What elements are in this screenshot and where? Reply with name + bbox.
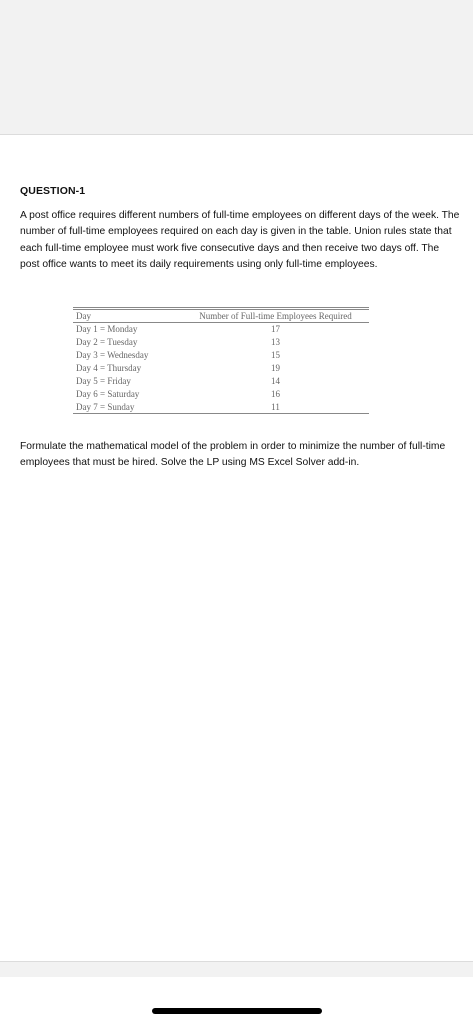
row-day: Day 4 = Thursday — [76, 363, 142, 374]
table-row — [73, 349, 369, 362]
bottom-gray-band — [0, 961, 473, 1025]
row-required: 17 — [271, 324, 280, 335]
row-required: 16 — [271, 388, 280, 399]
row-day: Day 3 = Wednesday — [76, 350, 149, 361]
table-row — [73, 336, 369, 349]
row-day: Day 1 = Monday — [76, 324, 138, 335]
table-header-row — [73, 310, 369, 323]
document-page — [0, 135, 473, 961]
table-row — [73, 323, 369, 336]
row-required: 15 — [271, 350, 280, 361]
table-row — [73, 400, 369, 414]
row-required: 11 — [271, 401, 280, 412]
table-row — [73, 375, 369, 388]
top-gray-band — [0, 0, 473, 135]
row-required: 14 — [271, 376, 280, 386]
row-day: Day 5 = Friday — [76, 376, 131, 386]
table-row — [73, 387, 369, 400]
header-required: Number of Full-time Employees Required — [199, 311, 352, 321]
row-required: 13 — [271, 337, 280, 348]
home-indicator[interactable] — [152, 1008, 322, 1014]
row-day: Day 6 = Saturday — [76, 388, 140, 399]
header-day: Day — [76, 311, 91, 321]
question-intro: A post office requires different numbers of full-time employees on different days of the week. The number of full-time employees required on each day is given in the table. Union rules state that each full-time employee must work five consecutive days and then receive two days off. The post office wants to meet its daily requirements using only full-time employees. — [20, 210, 460, 271]
table-row — [73, 362, 369, 375]
employee-requirements-table — [73, 307, 369, 414]
question-task: Formulate the mathematical model of the problem in order to minimize the number of full-time employees that must be hired. Solve the LP using MS Excel Solver add-in. — [20, 441, 446, 469]
row-required: 19 — [271, 363, 280, 374]
question-heading: QUESTION-1 — [20, 185, 86, 197]
row-day: Day 2 = Tuesday — [76, 337, 138, 348]
row-day: Day 7 = Sunday — [76, 401, 135, 412]
